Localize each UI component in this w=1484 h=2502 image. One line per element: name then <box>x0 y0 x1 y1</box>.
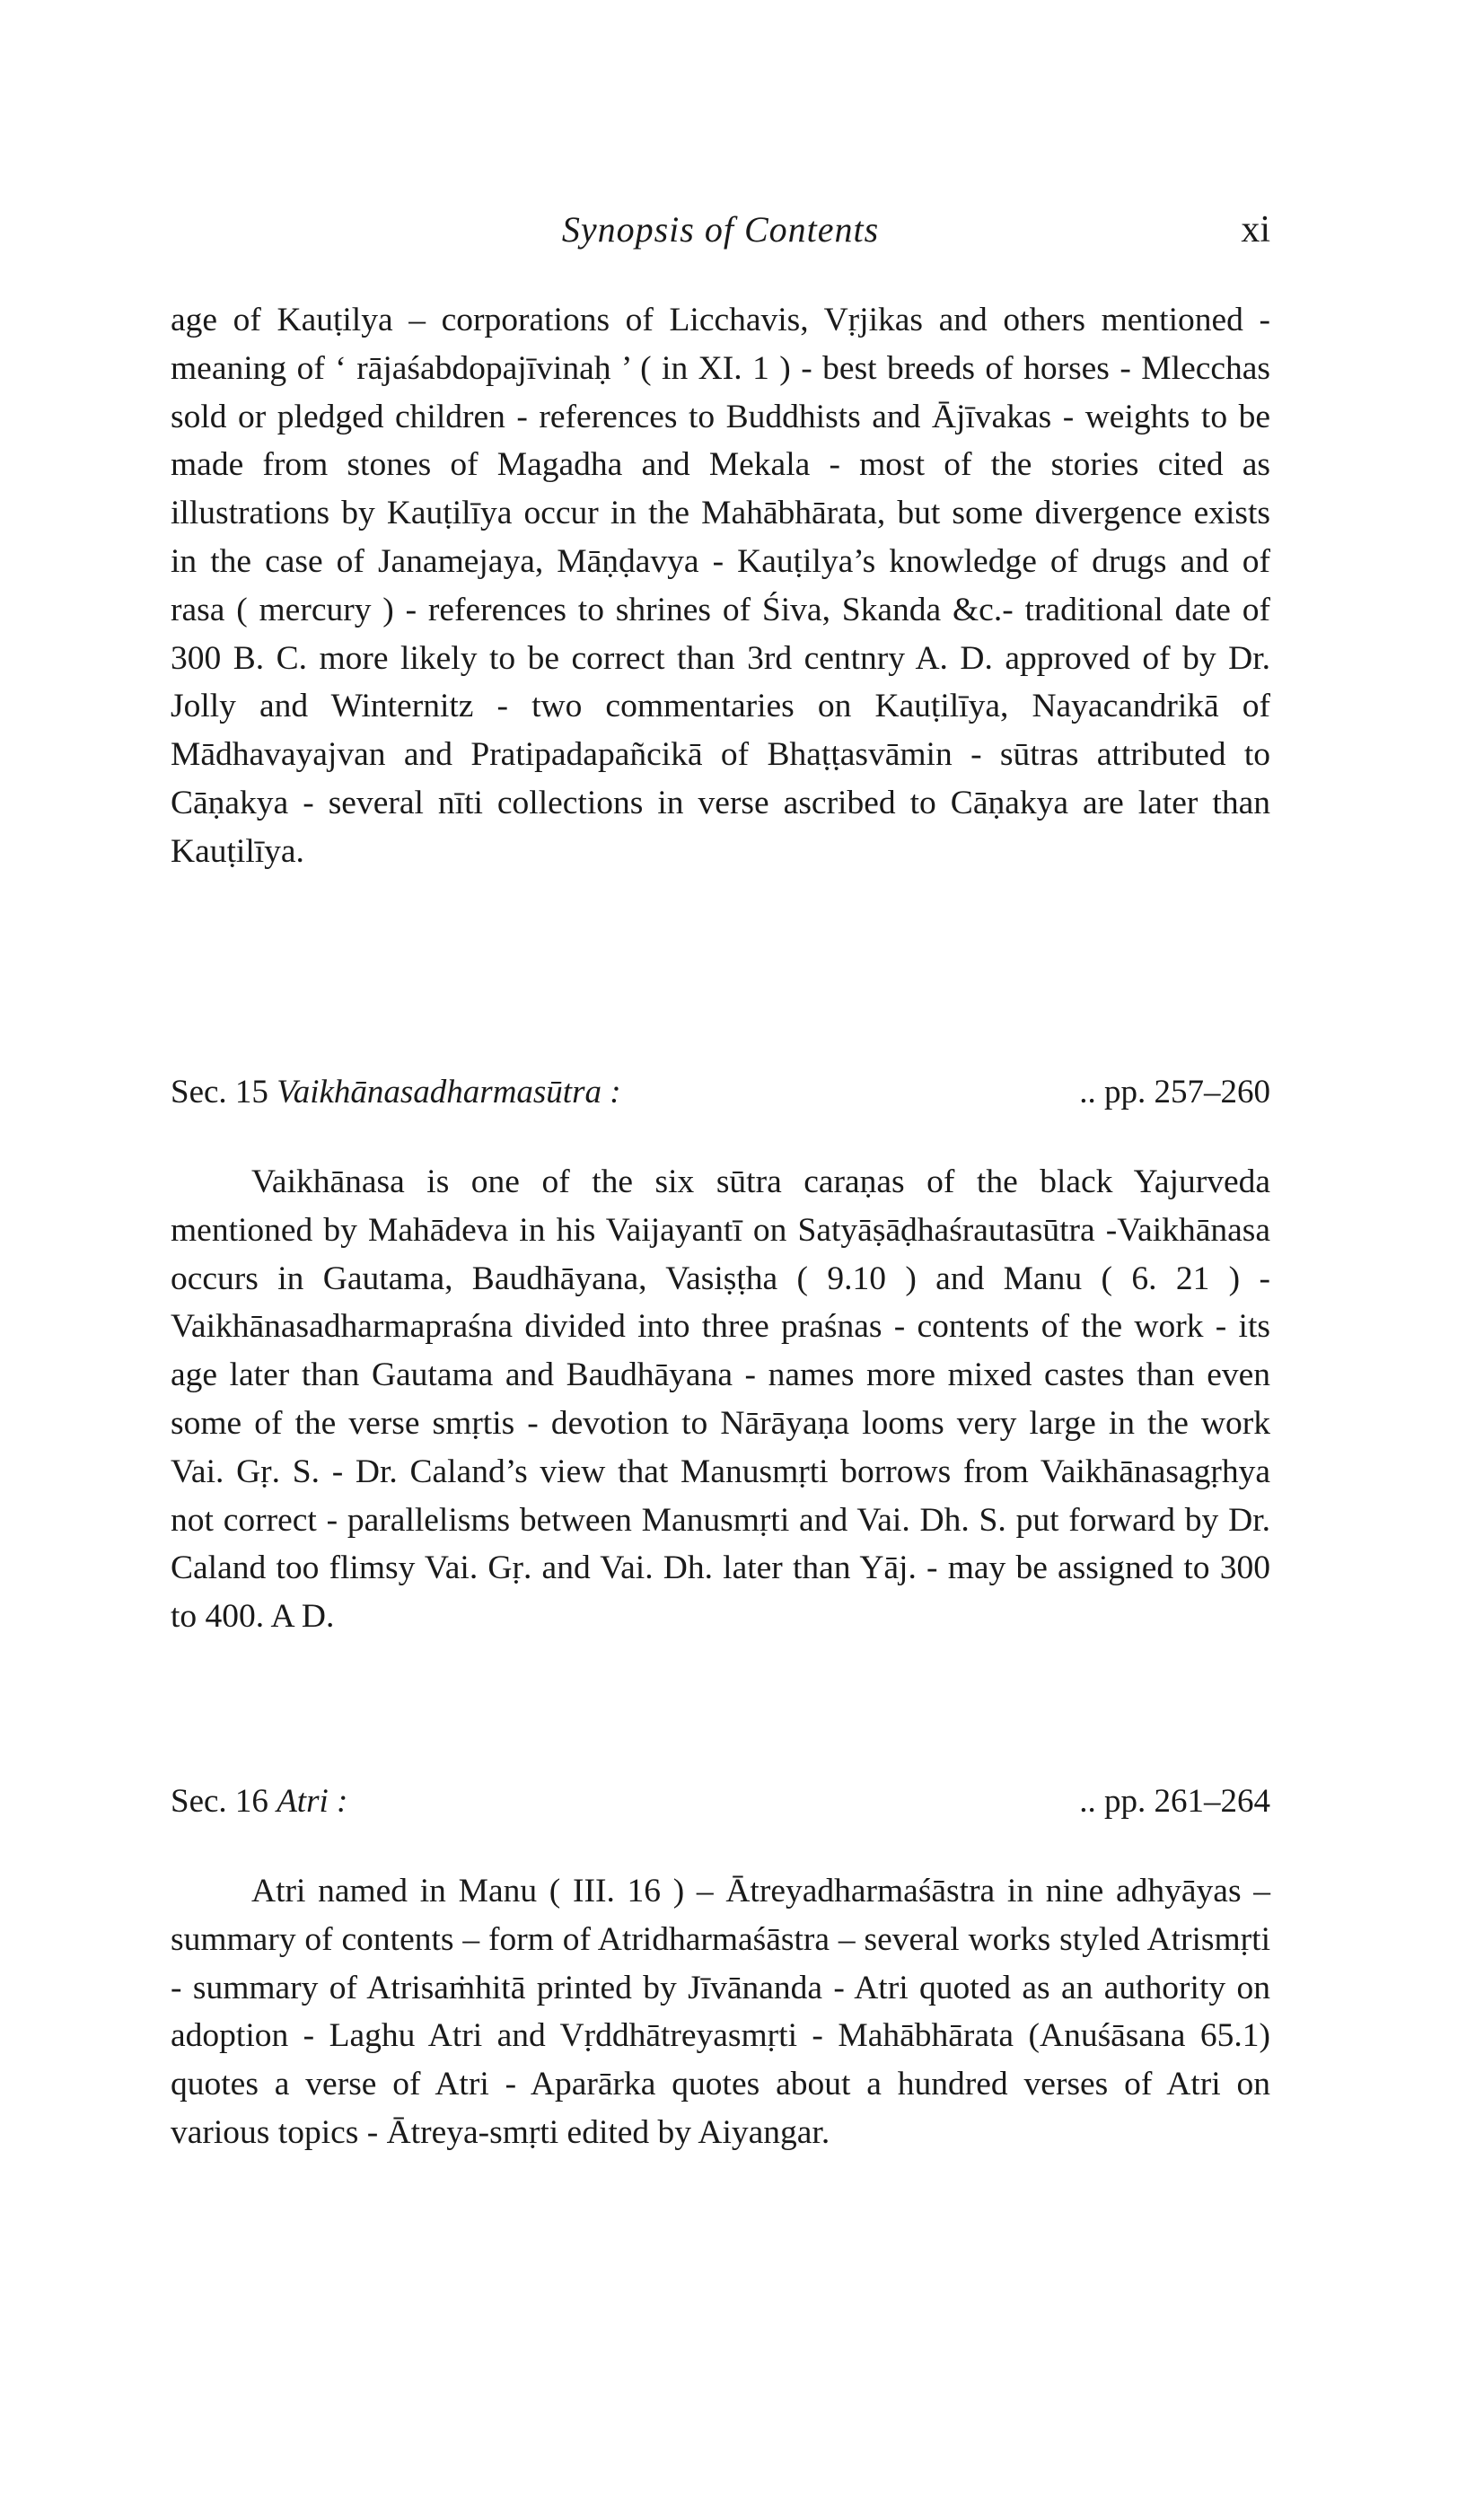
section-label <box>171 1073 621 1111</box>
section-summary-15: Vaikhānasa is one of the six sūtra caraṇas of the black Yajurveda mentioned by Mahādeva in his Vaijayantī on Satyāṣāḍhaśrautasūtra -Vaikhānasa occurs in Gautama, Baudhāyana, Vasiṣṭha ( 9.10 ) and Manu ( 6. 21 ) - Vaikhānasadharmapraśna divided into three praśnas - contents of the work - its age later than Gautama and Baudhāyana - names more mixed castes than even some of the verse smṛtis - devotion to Nārāyaṇa looms very large in the work Vai. Gṛ. S. - Dr. Caland’s view that Manusmṛti borrows from Vaikhānasagṛhya not correct - parallelisms between Manusmṛti and Vai. Dh. S. put forward by Dr. Caland too flimsy Vai. Gṛ. and Vai. Dh. later than Yāj. - may be assigned to 300 to 400. A D. <box>171 1163 1270 1636</box>
section-label <box>171 1782 347 1821</box>
section-summary-16: Atri named in Manu ( III. 16 ) – Ātreyadharmaśāstra in nine adhyāyas – summary of contents – form of Atridharmaśāstra – several works styled Atrismṛti - summary of Atrisaṁhitā printed by Jīvānanda - Atri quoted as an authority on adoption - Laghu Atri and Vṛddhātreyasmṛti - Mahābhārata (Anuśāsana 65.1) quotes a verse of Atri - Aparārka quotes about a hundred verses of Atri on various topics - Ātreya-smṛti edited by Aiyangar. <box>171 1873 1270 2151</box>
section-number: Sec. 15 <box>171 1074 268 1111</box>
section-page-range: .. pp. 257–260 <box>1079 1074 1270 1111</box>
running-title: Synopsis of Contents <box>561 209 880 250</box>
running-head <box>171 208 1270 262</box>
section-heading-15 <box>171 1073 1270 1127</box>
continued-paragraph: age of Kauṭilya – corporations of Licchavis, Vṛjikas and others mentioned - meaning of ‘ rājaśabdopajīvinaḥ ’ ( in XI. 1 ) - best breeds of horses - Mlecchas sold or pledged children - references to Buddhists and Ājīvakas - weights to be made from stones of Magadha and Mekala - most of the stories cited as illustrations by Kauṭilīya occur in the Mahābhārata, but some divergence exists in the case of Janamejaya, Māṇḍavya - Kauṭilya’s knowledge of drugs and of rasa ( mercury ) - references to shrines of Śiva, Skanda &c.- traditional date of 300 B. C. more likely to be correct than 3rd centnry A. D. approved of by Dr. Jolly and Winternitz - two commentaries on Kauṭilīya, Nayacandrikā of Mādhavayajvan and Pratipadapañcikā of Bhaṭṭasvāmin - sūtras attributed to Cāṇakya - several nīti collections in verse ascribed to Cāṇakya are later than Kauṭilīya. <box>171 302 1270 870</box>
section-heading-16 <box>171 1782 1270 1836</box>
section-page-range: .. pp. 261–264 <box>1079 1783 1270 1820</box>
section-title: Atri : <box>277 1783 348 1820</box>
page-number: xi <box>1241 209 1270 250</box>
section-title: Vaikhānasadharmasūtra : <box>277 1074 621 1111</box>
section-number: Sec. 16 <box>171 1783 268 1820</box>
